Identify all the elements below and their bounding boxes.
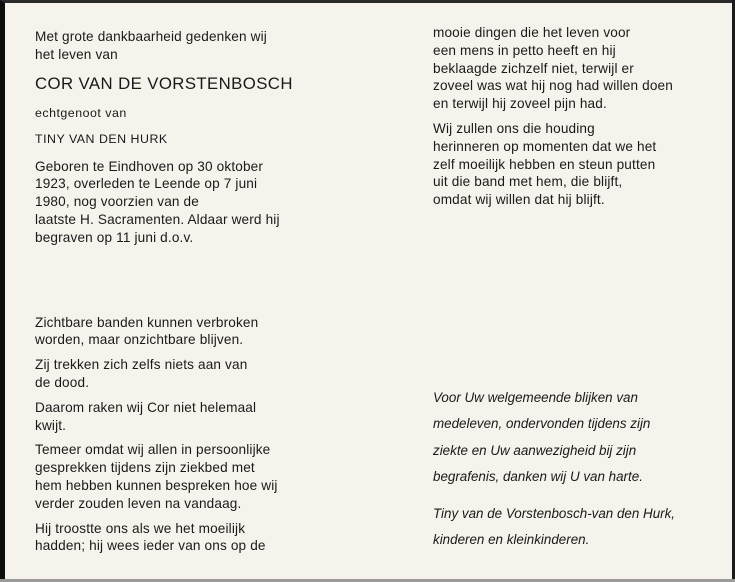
thanks-text: Voor Uw welgemeende blijken van medeleven, ondervonden tijdens zijn ziekte en Uw aanwezigheid bij zijn begrafenis, danken wij U van harte.: [433, 389, 651, 485]
spacer: [35, 254, 355, 314]
left-column: [35, 28, 355, 562]
signature-text: Tiny van de Vorstenbosch-van den Hurk, kinderen en kleinkinderen.: [433, 505, 676, 548]
right-column: [433, 24, 723, 554]
deceased-name: COR VAN DE VORSTENBOSCH: [35, 73, 293, 93]
poem-stanza: Zichtbare banden kunnen verbroken worden, maar onzichtbare blijven.: [35, 314, 259, 348]
poem-continuation: Wij zullen ons die houding herinneren op momenten dat we het zelf moeilijk hebben en steun putten uit die band met hem, die blijft, omdat wij willen dat hij blijft.: [433, 120, 657, 208]
poem-stanza: Daarom raken wij Cor niet helemaal kwijt.: [35, 399, 257, 433]
spacer: [433, 491, 723, 501]
intro-text: Met grote dankbaarheid gedenken wij het leven van: [35, 29, 267, 62]
poem-stanza: Hij troostte ons als we het moeilijk hadden; hij wees ieder van ons op de: [35, 520, 266, 554]
spacer: [433, 216, 723, 385]
poem-stanza: Temeer omdat wij allen in persoonlijke gesprekken tijdens zijn ziekbed met hem hebben kunnen bespreken hoe wij verder zouden leven na vandaag.: [35, 442, 278, 511]
biography-text: Geboren te Eindhoven op 30 oktober 1923, overleden te Leende op 7 juni 1980, nog voorzien van de laatste H. Sacramenten. Aldaar werd hij begraven op 11 juni d.o.v.: [35, 158, 280, 245]
spouse-label: echtgenoot van: [35, 105, 127, 120]
poem-continuation: mooie dingen die het leven voor een mens in petto heeft en hij beklaagde zichzelf niet, terwijl er zoveel was wat hij nog had willen doen en terwijl hij zoveel pijn had.: [433, 25, 673, 112]
poem-stanza: Zij trekken zich zelfs niets aan van de dood.: [35, 357, 248, 390]
spouse-name: TINY VAN DEN HURK: [35, 131, 168, 146]
